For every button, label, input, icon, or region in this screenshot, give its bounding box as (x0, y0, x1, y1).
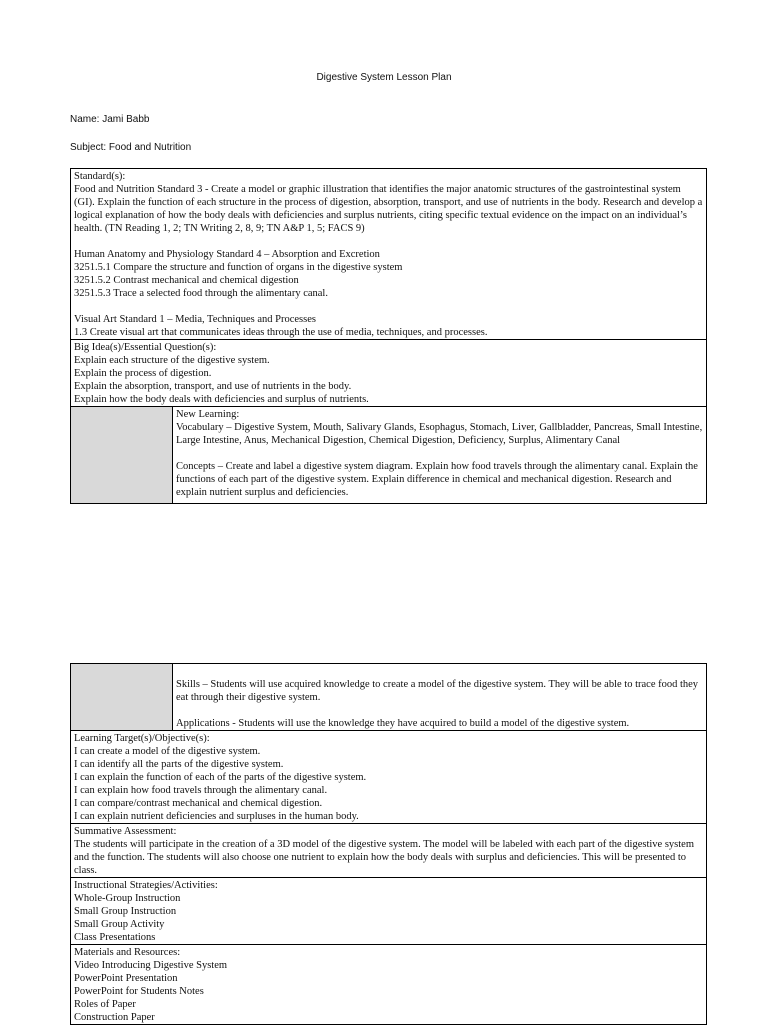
material-item: Roles of Paper (74, 999, 136, 1010)
subject-line: Subject: Food and Nutrition (70, 142, 192, 153)
big-idea-item: Explain the process of digestion. (74, 368, 212, 379)
concepts-text: Concepts – Create and label a digestive system diagram. Explain how food travels through the alimentary canal. Explain the functions of each part of the digestive system. Explain difference in chemical and mechanical digestion. Research and explain nutrient surplus and deficiencies. (176, 461, 698, 498)
big-idea-item: Explain each structure of the digestive system. (74, 355, 270, 366)
material-item: Construction Paper (74, 1012, 155, 1023)
new-learning-heading: New Learning: (176, 409, 240, 420)
anatomy-standard-item: 3251.5.2 Contrast mechanical and chemical digestion (74, 275, 299, 286)
material-item: Video Introducing Digestive System (74, 960, 228, 971)
summative-assessment-heading: Summative Assessment: (74, 826, 177, 837)
anatomy-standard-item: 3251.5.3 Trace a selected food through the alimentary canal. (74, 288, 328, 299)
anatomy-standard-item: 3251.5.1 Compare the structure and function of organs in the digestive system (74, 262, 403, 273)
learning-target-item: I can explain nutrient deficiencies and surpluses in the human body. (74, 811, 359, 822)
skills-cell (173, 664, 707, 731)
art-standard-item: 1.3 Create visual art that communicates ideas through the use of media, techniques, and processes. (74, 327, 488, 338)
learning-targets-heading: Learning Target(s)/Objective(s): (74, 733, 210, 744)
materials-row (71, 945, 707, 1025)
standards-heading: Standard(s): (74, 171, 126, 182)
applications-text: Applications - Students will use the knowledge they have acquired to build a model of the digestive system. (176, 718, 630, 729)
material-item: PowerPoint Presentation (74, 973, 178, 984)
summative-assessment-cell (71, 824, 707, 878)
summative-assessment-text: The students will participate in the creation of a 3D model of the digestive system. The model will be labeled with each part of the digestive system and the function. The students will also choose one nutrient to explain how the body deals with surplus and deficiencies. This will be presented to class. (74, 839, 695, 876)
strategy-item: Small Group Activity (74, 919, 165, 930)
strategy-item: Small Group Instruction (74, 906, 177, 917)
big-ideas-row (71, 340, 707, 407)
new-learning-cell (173, 407, 707, 504)
lesson-plan-table-page-1 (70, 168, 707, 504)
skills-row (71, 664, 707, 731)
anatomy-standard-heading: Human Anatomy and Physiology Standard 4 – Absorption and Excretion (74, 249, 380, 260)
standards-cell (71, 169, 707, 340)
big-idea-item: Explain the absorption, transport, and use of nutrients in the body. (74, 381, 352, 392)
skills-text: Skills – Students will use acquired knowledge to create a model of the digestive system. They will be able to trace food they eat through their digestive system. (176, 679, 699, 703)
strategy-item: Class Presentations (74, 932, 156, 943)
summative-assessment-row (71, 824, 707, 878)
big-ideas-cell (71, 340, 707, 407)
document-title: Digestive System Lesson Plan (316, 72, 452, 83)
big-ideas-heading: Big Idea(s)/Essential Question(s): (74, 342, 217, 353)
shaded-label-cell (71, 664, 173, 731)
lesson-plan-table-page-2 (70, 663, 707, 1025)
art-standard-heading: Visual Art Standard 1 – Media, Techniques and Processes (74, 314, 316, 325)
author-name: Name: Jami Babb (70, 114, 150, 125)
learning-target-item: I can identify all the parts of the digestive system. (74, 759, 284, 770)
learning-target-item: I can explain the function of each of the parts of the digestive system. (74, 772, 367, 783)
big-idea-item: Explain how the body deals with deficiencies and surplus of nutrients. (74, 394, 369, 405)
learning-target-item: I can explain how food travels through the alimentary canal. (74, 785, 328, 796)
strategies-row (71, 878, 707, 945)
strategies-cell (71, 878, 707, 945)
vocabulary-text: Vocabulary – Digestive System, Mouth, Salivary Glands, Esophagus, Stomach, Liver, Gallbladder, Pancreas, Small Intestine, Large Intestine, Anus, Mechanical Digestion, Chemical Digestion, Deficiency, Surplus, Alimentary Canal (176, 422, 703, 446)
new-learning-row (71, 407, 707, 504)
food-nutrition-standard: Food and Nutrition Standard 3 - Create a model or graphic illustration that identifies the major anatomic structures of the gastrointestinal system (GI). Explain the function of each structure in the process of digestion, absorption, transport, and use of nutrients in the body. Research and develop a logical explanation of how the body deals with deficiencies and surplus nutrients, citing specific textual evidence on the impact on an individual’s health. (TN Reading 1, 2; TN Writing 2, 8, 9; TN A&P 1, 5; FACS 9) (74, 184, 703, 234)
materials-heading: Materials and Resources: (74, 947, 181, 958)
standards-row (71, 169, 707, 340)
materials-cell (71, 945, 707, 1025)
learning-targets-cell (71, 731, 707, 824)
learning-target-item: I can compare/contrast mechanical and chemical digestion. (74, 798, 323, 809)
learning-targets-row (71, 731, 707, 824)
strategy-item: Whole-Group Instruction (74, 893, 181, 904)
strategies-heading: Instructional Strategies/Activities: (74, 880, 218, 891)
learning-target-item: I can create a model of the digestive system. (74, 746, 261, 757)
material-item: PowerPoint for Students Notes (74, 986, 204, 997)
shaded-label-cell (71, 407, 173, 504)
